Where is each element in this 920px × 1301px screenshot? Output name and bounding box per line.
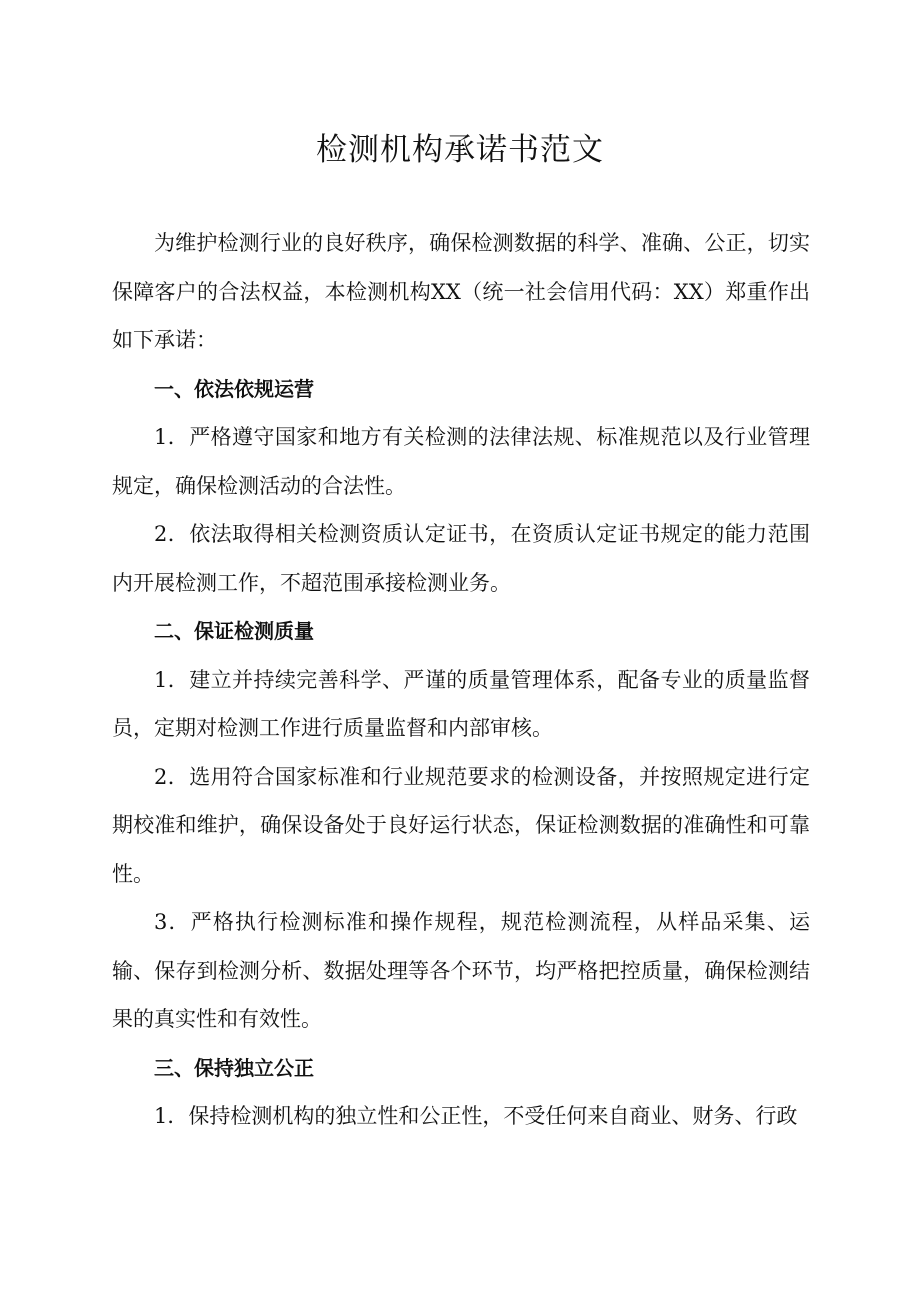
section-2-item-3: 3．严格执行检测标准和操作规程，规范检测流程，从样品采集、运输、保存到检测分析、数据处理等各个环节，均严格把控质量，确保检测结果的真实性和有效性。 [112, 910, 810, 1031]
section-1-item-1: 1．严格遵守国家和地方有关检测的法律法规、标准规范以及行业管理规定，确保检测活动的合法性。 [112, 425, 810, 498]
section-heading-1: 一、依法依规运营 [154, 376, 314, 401]
section-1-item-2: 2．依法取得相关检测资质认定证书，在资质认定证书规定的能力范围内开展检测工作，不超范围承接检测业务。 [112, 522, 810, 595]
document-title: 检测机构承诺书范文 [316, 132, 604, 168]
intro-paragraph: 为维护检测行业的良好秩序，确保检测数据的科学、准确、公正，切实保障客户的合法权益，本检测机构XX（统一社会信用代码：XX）郑重作出如下承诺： [112, 231, 810, 352]
section-heading-3: 三、保持独立公正 [154, 1055, 314, 1080]
section-2-item-2: 2．选用符合国家标准和行业规范要求的检测设备，并按照规定进行定期校准和维护，确保设备处于良好运行状态，保证检测数据的准确性和可靠性。 [112, 764, 810, 886]
section-3-item-1: 1．保持检测机构的独立性和公正性，不受任何来自商业、财务、行政 [154, 1104, 798, 1128]
document-body [112, 219, 810, 1141]
section-2-item-1: 1．建立并持续完善科学、严谨的质量管理体系，配备专业的质量监督员，定期对检测工作进行质量监督和内部审核。 [112, 667, 810, 740]
section-heading-2: 二、保证检测质量 [154, 619, 314, 643]
